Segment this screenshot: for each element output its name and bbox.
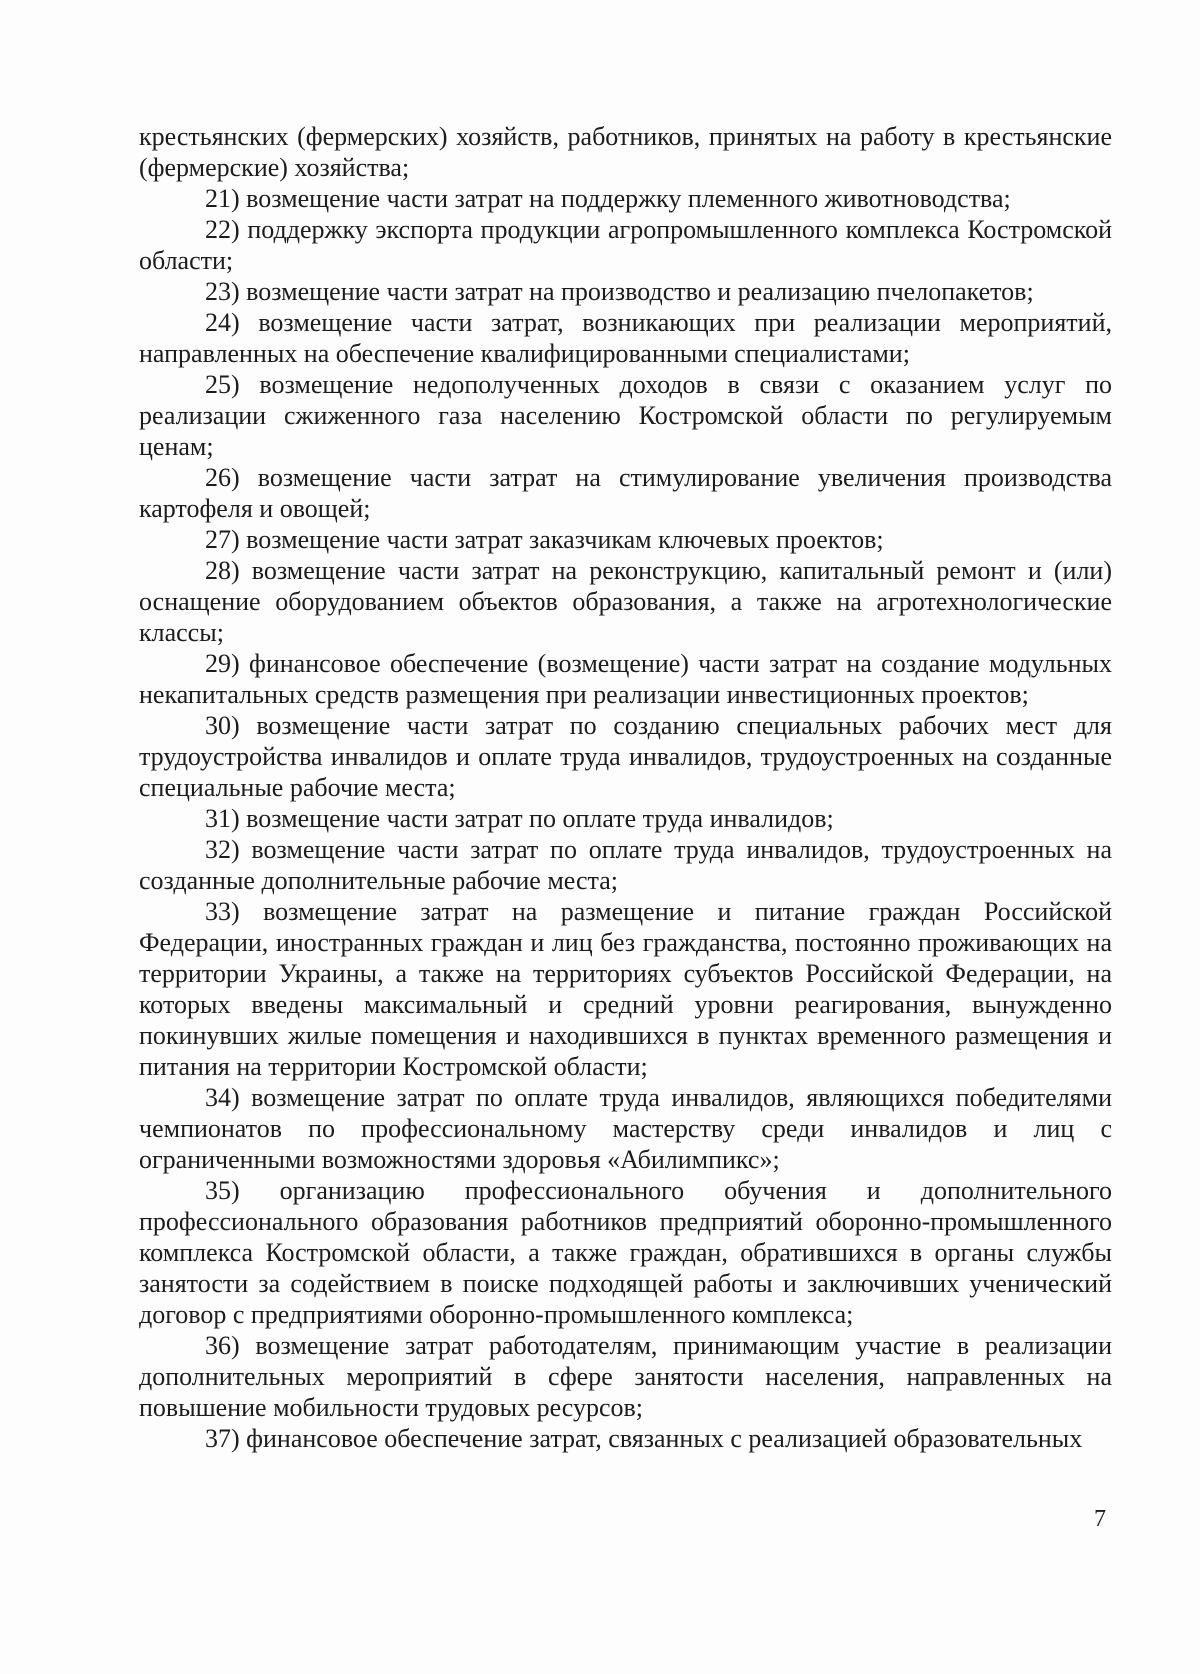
paragraph-item-25: 25) возмещение недополученных доходов в связи с оказанием услуг по реализации сжиженного газа населению Костромской области по регулируемым ценам; — [139, 370, 1112, 461]
document-body — [139, 121, 1112, 1454]
paragraph-item-30: 30) возмещение части затрат по созданию специальных рабочих мест для трудоустройства инвалидов и оплате труда инвалидов, трудоустроенных на созданные специальные рабочие места; — [139, 711, 1112, 802]
paragraph-item-34: 34) возмещение затрат по оплате труда инвалидов, являющихся победителями чемпионатов по профессиональному мастерству среди инвалидов и лиц с ограниченными возможностями здоровья «Абилимпикс»; — [139, 1083, 1112, 1174]
paragraph-item-27: 27) возмещение части затрат заказчикам ключевых проектов; — [205, 525, 884, 554]
paragraph-item-21: 21) возмещение части затрат на поддержку племенного животноводства; — [205, 184, 1011, 213]
paragraph-item-28: 28) возмещение части затрат на реконструкцию, капитальный ремонт и (или) оснащение оборудованием объектов образования, а также на агротехнологические классы; — [139, 556, 1112, 647]
paragraph-item-22: 22) поддержку экспорта продукции агропромышленного комплекса Костромской области; — [139, 215, 1112, 275]
paragraph-item-23: 23) возмещение части затрат на производство и реализацию пчелопакетов; — [205, 277, 1034, 306]
paragraph-item-31: 31) возмещение части затрат по оплате труда инвалидов; — [205, 804, 834, 833]
paragraph-continuation: крестьянских (фермерских) хозяйств, работников, принятых на работу в крестьянские (фермерские) хозяйства; — [139, 122, 1112, 182]
paragraph-item-26: 26) возмещение части затрат на стимулирование увеличения производства картофеля и овощей; — [139, 463, 1112, 523]
paragraph-item-24: 24) возмещение части затрат, возникающих при реализации мероприятий, направленных на обеспечение квалифицированными специалистами; — [139, 308, 1112, 368]
paragraph-item-32: 32) возмещение части затрат по оплате труда инвалидов, трудоустроенных на созданные дополнительные рабочие места; — [139, 835, 1112, 895]
paragraph-item-29: 29) финансовое обеспечение (возмещение) части затрат на создание модульных некапитальных средств размещения при реализации инвестиционных проектов; — [139, 649, 1112, 709]
paragraph-item-33: 33) возмещение затрат на размещение и питание граждан Российской Федерации, иностранных граждан и лиц без гражданства, постоянно проживающих на территории Украины, а также на территориях субъектов Российской Федерации, на которых введены максимальный и средний уровни реагирования, вынужденно покинувших жилые помещения и находившихся в пунктах временного размещения и питания на территории Костромской области; — [139, 897, 1112, 1081]
paragraph-item-35: 35) организацию профессионального обучения и дополнительного профессионального образования работников предприятий оборонно-промышленного комплекса Костромской области, а также граждан, обратившихся в органы службы занятости за содействием в поиске подходящей работы и заключивших ученический договор с предприятиями оборонно-промышленного комплекса; — [139, 1176, 1112, 1329]
paragraph-item-37: 37) финансовое обеспечение затрат, связанных с реализацией образовательных — [205, 1424, 1083, 1453]
page-number: 7 — [1094, 1506, 1106, 1532]
paragraph-item-36: 36) возмещение затрат работодателям, принимающим участие в реализации дополнительных мероприятий в сфере занятости населения, направленных на повышение мобильности трудовых ресурсов; — [139, 1331, 1112, 1422]
